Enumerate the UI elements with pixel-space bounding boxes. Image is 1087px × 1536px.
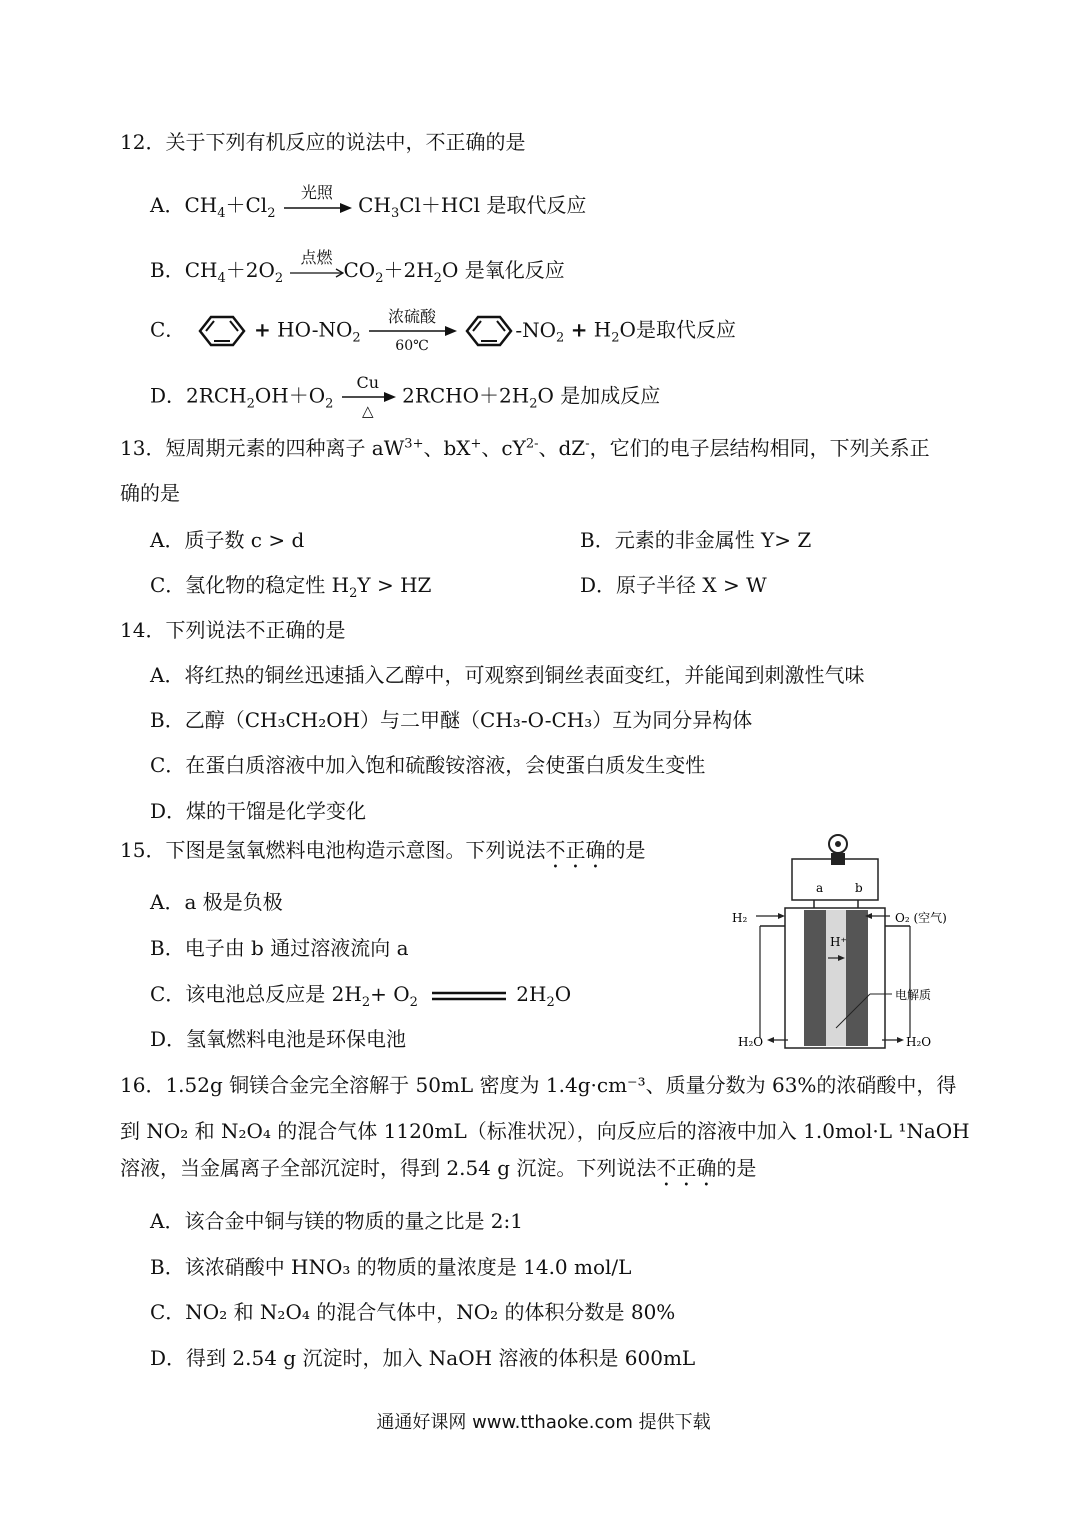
q16-stem-line1: 16．1.52g 铜镁合金完全溶解于 50mL 密度为 1.4g·cm⁻³、质量分数为 63%的浓硝酸中，得 [120,1073,957,1097]
svg-text:H₂: H₂ [732,911,748,925]
q15-option-a: A．a 极是负极 [150,890,283,914]
reaction-arrow: 浓硫酸 60℃ [367,314,457,348]
bulb-icon [829,835,847,865]
q16-stem-line2: 到 NO₂ 和 N₂O₄ 的混合气体 1120mL（标准状况），向反应后的溶液中加入 1.0mol·L ¹NaOH [120,1119,970,1143]
q16-option-b: B．该浓硝酸中 HNO₃ 的物质的量浓度是 14.0 mol/L [150,1255,632,1279]
q14-option-d: D．煤的干馏是化学变化 [150,799,367,823]
equals-sign-icon [430,989,510,1003]
fuel-cell-diagram [730,828,970,1058]
q14-option-c: C．在蛋白质溶液中加入饱和硫酸铵溶液，会使蛋白质发生变性 [150,753,706,777]
svg-text:a: a [816,881,824,895]
q14-stem: 14．下列说法不正确的是 [120,618,346,642]
q13-option-b: B．元素的非金属性 Y> Z [580,528,812,552]
q13-option-a: A．质子数 c > d [150,528,305,552]
q12-option-a: A．$CH_4+Cl_2$ 光照 $CH_3Cl+HCl$ 是取代反应 [150,182,587,221]
svg-text:H₂O: H₂O [738,1035,764,1049]
q13-stem-cont: 确的是 [120,481,180,505]
q15-stem: 15．下图是氢氧燃料电池构造示意图。下列说法不正确的是 [120,838,646,862]
q15-option-b: B．电子由 b 通过溶液流向 a [150,936,409,960]
q14-option-a: A．将红热的铜丝迅速插入乙醇中，可观察到铜丝表面变红，并能闻到刺激性气味 [150,663,865,687]
benzene-ring-icon [192,314,248,348]
q12-stem: 12．关于下列有机反应的说法中，不正确的是 [120,130,526,154]
svg-text:O₂ (空气): O₂ (空气) [895,911,947,925]
q14-option-b: B．乙醇（CH₃CH₂OH）与二甲醚（CH₃-O-CH₃）互为同分异构体 [150,708,753,732]
q16-option-c: C．NO₂ 和 N₂O₄ 的混合气体中，NO₂ 的体积分数是 80% [150,1300,676,1324]
q16-stem-line3: 溶液，当金属离子全部沉淀时，得到 2.54 g 沉淀。下列说法不正确的是 [120,1156,757,1180]
reaction-arrow: 点燃 [290,259,344,285]
q13-option-d: D．原子半径 X > W [580,573,767,597]
svg-text:b: b [855,881,863,895]
q13-stem: 13．短周期元素的四种离子 $aW^{3+}$、bX+、$cY^{2-}$、dZ-，它们的电子层结构相同，下列关系正 [120,436,930,460]
footer-source: 通通好课网 www.tthaoke.com 提供下载 [376,1412,711,1433]
q12-option-c: C． + $HO-NO_2$ 浓硫酸 60℃ $-NO_2 + H_2O$是取代反应 [150,307,736,354]
q13-option-c: C．氢化物的稳定性 $H_2Y$ > HZ [150,573,432,601]
q12-option-b: B．$CH_4+2O_2$ 点燃 $CO_2+2H_2O$ 是氧化反应 [150,247,565,286]
q15-option-d: D．氢氧燃料电池是环保电池 [150,1027,407,1051]
reaction-arrow: 光照 [282,194,352,220]
svg-text:H⁺: H⁺ [830,935,847,949]
reaction-arrow: Cu △ [340,380,396,414]
q15-option-c: C．该电池总反应是 $2H_2+ O_2$ $2H_2O$ [150,982,572,1010]
q12-option-d: D．$2RCH_2OH+O_2$ Cu △ $2RCHO+2H_2O$ 是加成反应 [150,373,661,420]
svg-text:H₂O: H₂O [906,1035,932,1049]
q16-option-a: A．该合金中铜与镁的物质的量之比是 2:1 [150,1209,523,1233]
q16-option-d: D．得到 2.54 g 沉淀时，加入 NaOH 溶液的体积是 600mL [150,1346,696,1370]
svg-text:电解质: 电解质 [895,988,932,1002]
